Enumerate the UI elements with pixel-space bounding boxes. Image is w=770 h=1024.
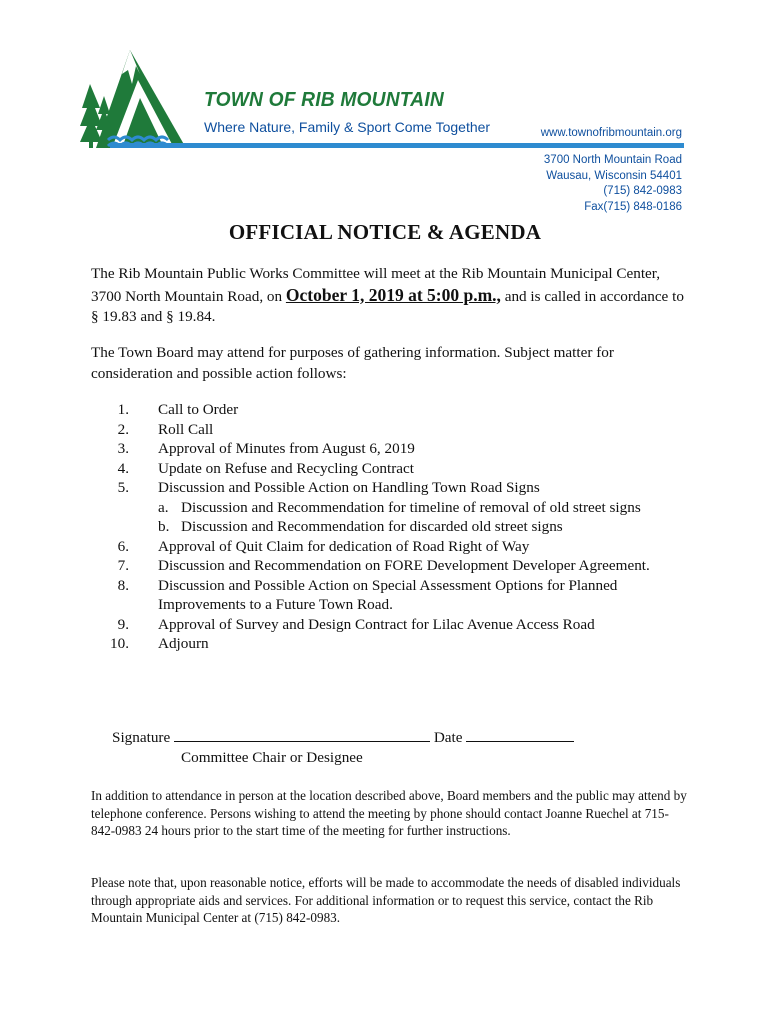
intro-paragraph — [91, 264, 691, 328]
agenda-item — [91, 537, 691, 557]
tagline: Where Nature, Family & Sport Come Together — [204, 119, 491, 135]
phone-line: (715) 842-0983 — [603, 185, 682, 197]
item-number: 9. — [117, 615, 129, 633]
item-text: Call to Order — [158, 401, 239, 418]
item-text: Discussion and Recommendation on FORE Development Developer Agreement. — [158, 557, 650, 574]
agenda-item — [91, 459, 691, 479]
agenda-item — [91, 439, 691, 459]
agenda-item — [91, 576, 691, 615]
letterhead — [0, 0, 770, 220]
signature-field[interactable] — [174, 729, 430, 742]
subitem-letter: b. — [158, 518, 170, 535]
board-note: The Town Board may attend for purposes of gathering information. Subject matter for consideration and possible action follows: — [91, 344, 614, 382]
item-text: Approval of Survey and Design Contract for Lilac Avenue Access Road — [158, 615, 595, 633]
item-number: 7. — [117, 557, 129, 574]
signer-role: Committee Chair or Designee — [181, 749, 363, 766]
agenda-subitem — [91, 517, 691, 537]
subitem-text: Discussion and Recommendation for discarded old street signs — [181, 518, 563, 535]
item-number: 5. — [117, 479, 129, 496]
date-field[interactable] — [466, 729, 574, 742]
accommodation-note: Please note that, upon reasonable notice, efforts will be made to accommodate the needs of disabled individuals through appropriate aids and services. For additional information or to request this service, contact the Rib Mountain Municipal Center at (715) 842-0983. — [91, 875, 681, 925]
date-label: Date — [433, 729, 463, 746]
item-text: Roll Call — [158, 420, 214, 438]
phone-attendance-note: In addition to attendance in person at the location described above, Board members and the public may attend by telephone conference. Persons wishing to attend the meeting by phone should contact Joanne Ruechel at 715-842-0983 24 hours prior to the start time of the meeting for further instructions. — [91, 788, 687, 838]
header-rule — [110, 143, 684, 148]
signature-label: Signature — [112, 729, 171, 746]
agenda-item — [91, 420, 691, 440]
address-line: 3700 North Mountain Road — [543, 154, 682, 166]
intro-text-end: and is called in accordance to § 19.83 and § 19.84. — [91, 287, 684, 325]
agenda-item — [91, 634, 691, 654]
page-title: OFFICIAL NOTICE & AGENDA — [228, 220, 542, 244]
item-number: 3. — [117, 440, 129, 457]
meeting-date: October 1, 2019 at 5:00 p.m., — [285, 284, 501, 305]
item-number: 4. — [117, 459, 129, 477]
agenda-list — [91, 400, 691, 654]
agenda-item — [91, 478, 691, 498]
item-number: 8. — [117, 576, 129, 594]
subitem-text: Discussion and Recommendation for timeline of removal of old street signs — [181, 498, 641, 516]
town-name: TOWN OF RIB MOUNTAIN — [204, 89, 444, 111]
fax-line: Fax(715) 848-0186 — [584, 200, 682, 213]
item-number: 10. — [110, 635, 129, 652]
agenda-subitem — [91, 498, 691, 518]
item-number: 6. — [117, 537, 129, 555]
item-text: Approval of Quit Claim for dedication of Road Right of Way — [158, 537, 530, 555]
agenda-item — [91, 615, 691, 635]
agenda-item — [91, 556, 691, 576]
item-number: 2. — [117, 420, 129, 438]
item-text: Discussion and Possible Action on Special Assessment Options for Planned Improvements to a Future Town Road. — [158, 576, 618, 613]
intro-text: The Rib Mountain Public Works Committee will meet at the Rib Mountain Municipal Center, 3700 North Mountain Road, on — [91, 265, 661, 305]
address-line: Wausau, Wisconsin 54401 — [546, 169, 682, 182]
subitem-letter: a. — [158, 498, 169, 516]
item-text: Approval of Minutes from August 6, 2019 — [158, 440, 415, 457]
mountain-logo-icon — [78, 44, 190, 150]
signature-row — [112, 729, 574, 747]
item-text: Adjourn — [158, 635, 209, 652]
item-number: 1. — [117, 401, 129, 418]
website-link[interactable]: www.townofribmountain.org — [540, 127, 682, 139]
agenda-item — [91, 400, 691, 420]
item-text: Discussion and Possible Action on Handling Town Road Signs — [158, 479, 540, 496]
address-block — [544, 153, 682, 215]
item-text: Update on Refuse and Recycling Contract — [158, 459, 414, 477]
